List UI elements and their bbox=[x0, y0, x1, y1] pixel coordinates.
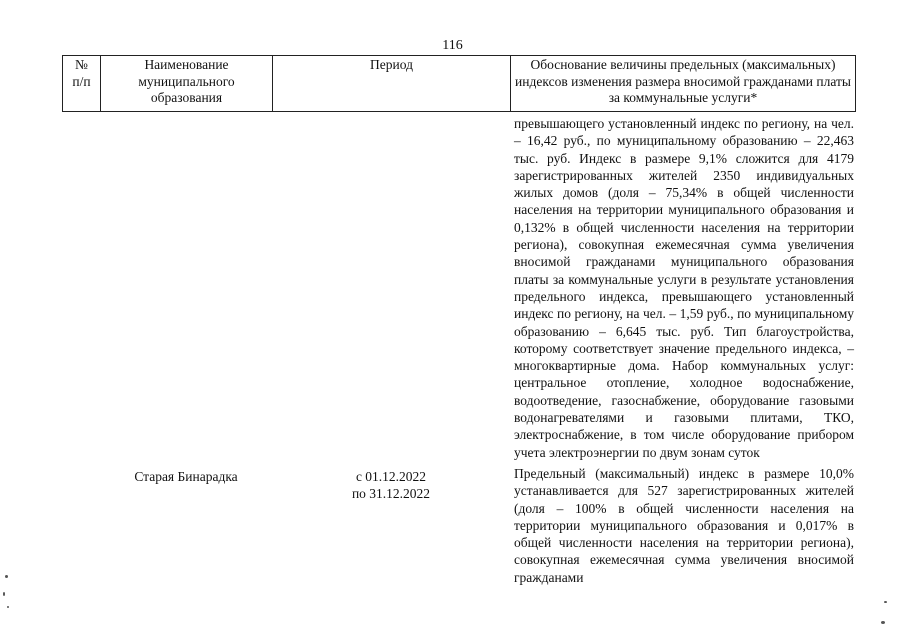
justification-cell: Предельный (максимальный) индекс в размере 10,0% устанавливается для 527 зарегистрированных жителей (доля – 100% в общей численности населения на территории муниципального образования и 0,017% в общей численности населения на территории региона), совокупная ежемесячная сумма увеличения вносимой гражданами bbox=[514, 465, 854, 585]
scan-speck bbox=[3, 592, 5, 596]
header-number-column: № п/п bbox=[62, 56, 100, 111]
scan-speck bbox=[5, 575, 8, 578]
row-number-cell bbox=[62, 115, 100, 461]
header-period-column: Период bbox=[272, 56, 510, 111]
table-header bbox=[62, 55, 856, 112]
period-cell bbox=[272, 115, 510, 461]
scan-speck bbox=[884, 601, 887, 603]
municipality-cell: Старая Бинарадка bbox=[134, 468, 238, 484]
header-municipality-column: Наименование муниципального образования bbox=[100, 56, 272, 111]
tariff-index-table bbox=[62, 55, 856, 586]
period-cell: с 01.12.2022 по 31.12.2022 bbox=[351, 468, 431, 502]
scan-speck bbox=[881, 621, 885, 624]
header-justification-column: Обоснование величины предельных (максимальных) индексов изменения размера вносимой гражданами платы за коммунальные услуги* bbox=[510, 56, 856, 111]
scan-speck bbox=[7, 606, 9, 608]
table-row bbox=[62, 465, 856, 586]
table-row bbox=[62, 115, 856, 461]
municipality-cell bbox=[100, 115, 272, 461]
page-number: 116 bbox=[442, 38, 463, 53]
justification-cell: превышающего установленный индекс по региону, на чел. – 16,42 руб., по муниципальному образованию – 22,463 тыс. руб. Индекс в размере 9,1% сложится для 4179 зарегистрированных жителей 2350 индивидуальных жилых домов (доля – 75,34% в общей численности населения на территории муниципального образования и 0,132% в общей численности населения на территории региона), совокупная ежемесячная сумма увеличения вносимой гражданами муниципального образования платы за коммунальные услуги в результате установления предельного индекса, превышающего установленный индекс по региону, на чел. – 1,59 руб., по муниципальному образованию – 6,645 тыс. руб. Тип благоустройства, которому соответствует значение предельного индекса, – многоквартирные дома. Набор коммунальных услуг: центральное отопление, холодное водоснабжение, водоотведение, газоснабжение, оборудование газовыми водонагревателями и газовыми плитами, ТКО, электроснабжение, в том числе оборудование прибором учета электроэнергии по двум зонам суток bbox=[514, 116, 854, 460]
row-number-cell bbox=[62, 465, 100, 586]
